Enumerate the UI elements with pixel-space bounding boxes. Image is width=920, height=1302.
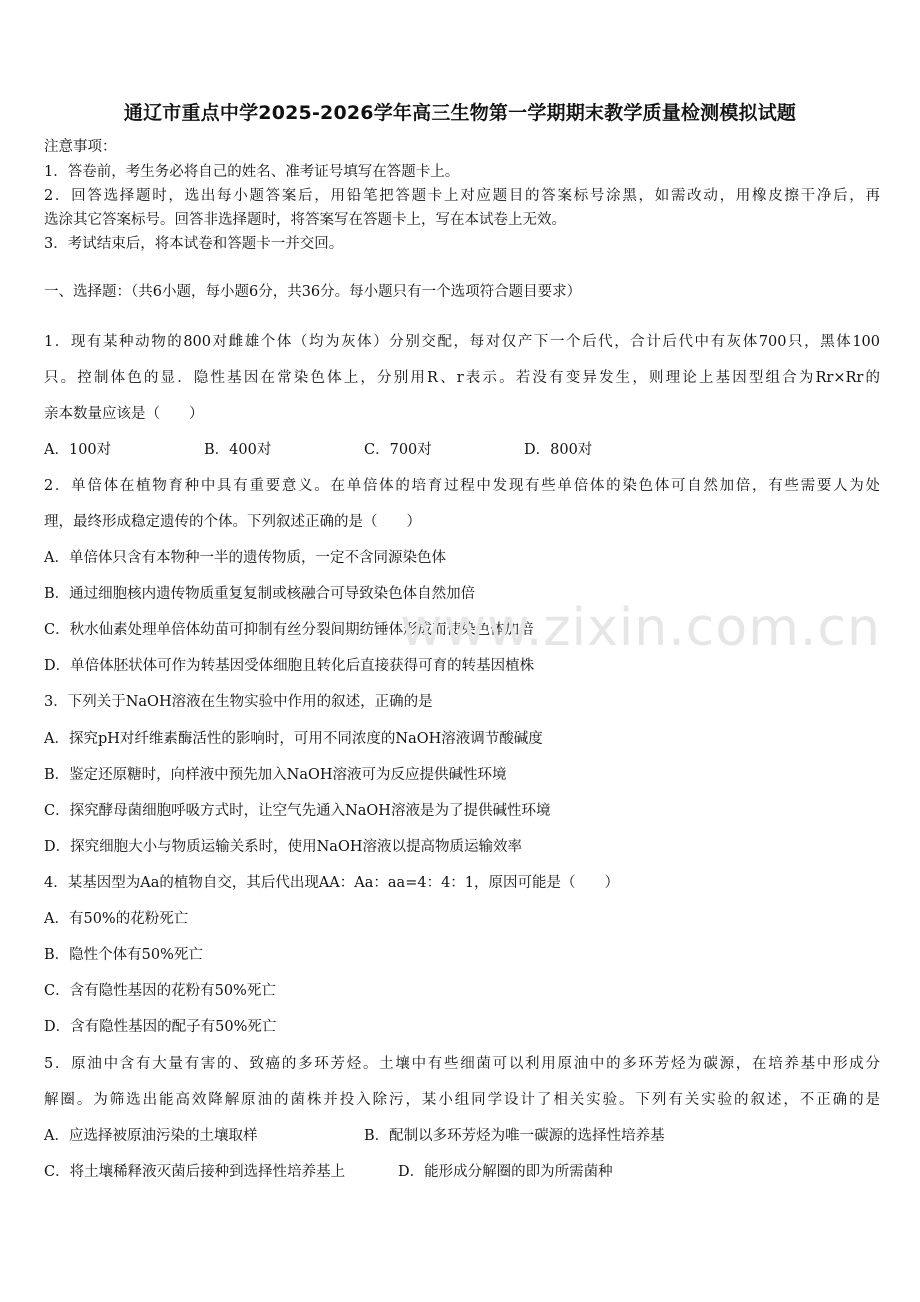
q5-option-a: A．应选择被原油污染的土壤取样 <box>44 1128 258 1144</box>
watermark: www.zixin.com.cn <box>400 598 881 658</box>
q4-option-a: A．有50%的花粉死亡 <box>44 911 189 927</box>
q5-stem-line-2: 解圈。为筛选出能高效降解原油的菌株并投入除污，某小组同学设计了相关实验。下列有关实验的叙述，不正确的是 <box>44 1092 880 1108</box>
q1-stem-line-2: 只。控制体色的显．隐性基因在常染色体上，分别用R、r表示。若没有变异发生，则理论上基因型组合为Rr×Rr的 <box>44 370 880 386</box>
q4-option-d: D．含有隐性基因的配子有50%死亡 <box>44 1019 277 1035</box>
q2-option-d: D．单倍体胚状体可作为转基因受体细胞且转化后直接获得可育的转基因植株 <box>44 658 535 674</box>
notice-item-1: 1．答卷前，考生务必将自己的姓名、准考证号填写在答题卡上。 <box>44 164 460 180</box>
q2-stem-line-1: 2．单倍体在植物育种中具有重要意义。在单倍体的培育过程中发现有些单倍体的染色体可自然加倍，有些需要人为处 <box>44 478 880 494</box>
q2-option-c: C．秋水仙素处理单倍体幼苗可抑制有丝分裂间期纺锤体形成而使染色体加倍 <box>44 622 534 638</box>
q3-option-a: A．探究pH对纤维素酶活性的影响时，可用不同浓度的NaOH溶液调节酸碱度 <box>44 731 543 747</box>
section-heading: 一、选择题：（共6小题，每小题6分，共36分。每小题只有一个选项符合题目要求） <box>44 284 582 300</box>
q5-option-b: B．配制以多环芳烃为唯一碳源的选择性培养基 <box>364 1128 665 1144</box>
q3-option-c: C．探究酵母菌细胞呼吸方式时，让空气先通入NaOH溶液是为了提供碱性环境 <box>44 803 551 819</box>
q4-stem-line-1: 4．某基因型为Aa的植物自交，其后代出现AA：Aa：aa=4：4：1，原因可能是（ ） <box>44 875 620 891</box>
q3-option-b: B．鉴定还原糖时，向样液中预先加入NaOH溶液可为反应提供碱性环境 <box>44 767 507 783</box>
q5-stem-line-1: 5．原油中含有大量有害的、致癌的多环芳烃。土壤中有些细菌可以利用原油中的多环芳烃为碳源，在培养基中形成分 <box>44 1056 880 1072</box>
notice-item-2: 2．回答选择题时，选出每小题答案后，用铅笔把答题卡上对应题目的答案标号涂黑，如需改动，用橡皮擦干净后，再 <box>44 188 880 204</box>
q5-option-c: C．将土壤稀释液灭菌后接种到选择性培养基上 <box>44 1164 346 1180</box>
notice-heading: 注意事项： <box>44 139 117 155</box>
q1-option-b: B．400对 <box>204 442 272 458</box>
q2-option-b: B．通过细胞核内遗传物质重复复制或核融合可导致染色体自然加倍 <box>44 586 476 602</box>
q2-option-a: A．单倍体只含有本物种一半的遗传物质，一定不含同源染色体 <box>44 550 446 566</box>
q2-stem-line-2: 理，最终形成稳定遗传的个体。下列叙述正确的是（ ） <box>44 514 421 530</box>
q3-stem-line-1: 3．下列关于NaOH溶液在生物实验中作用的叙述，正确的是 <box>44 694 433 710</box>
q1-option-c: C．700对 <box>364 442 432 458</box>
q3-option-d: D．探究细胞大小与物质运输关系时，使用NaOH溶液以提高物质运输效率 <box>44 839 522 855</box>
q5-option-d: D．能形成分解圈的即为所需菌种 <box>398 1164 613 1180</box>
notice-item-2-cont: 选涂其它答案标号。回答非选择题时，将答案写在答题卡上，写在本试卷上无效。 <box>44 212 566 228</box>
notice-item-3: 3．考试结束后，将本试卷和答题卡一并交回。 <box>44 236 344 252</box>
q1-stem-line-3: 亲本数量应该是（ ） <box>44 406 204 422</box>
exam-title: 通辽市重点中学2025-2026学年高三生物第一学期期末教学质量检测模拟试题 <box>123 102 797 124</box>
q1-option-a: A．100对 <box>44 442 112 458</box>
q1-option-d: D．800对 <box>524 442 593 458</box>
q4-option-c: C．含有隐性基因的花粉有50%死亡 <box>44 983 276 999</box>
q1-stem-line-1: 1．现有某种动物的800对雌雄个体（均为灰体）分别交配，每对仅产下一个后代，合计后代中有灰体700只，黑体100 <box>44 334 880 350</box>
q4-option-b: B．隐性个体有50%死亡 <box>44 947 203 963</box>
